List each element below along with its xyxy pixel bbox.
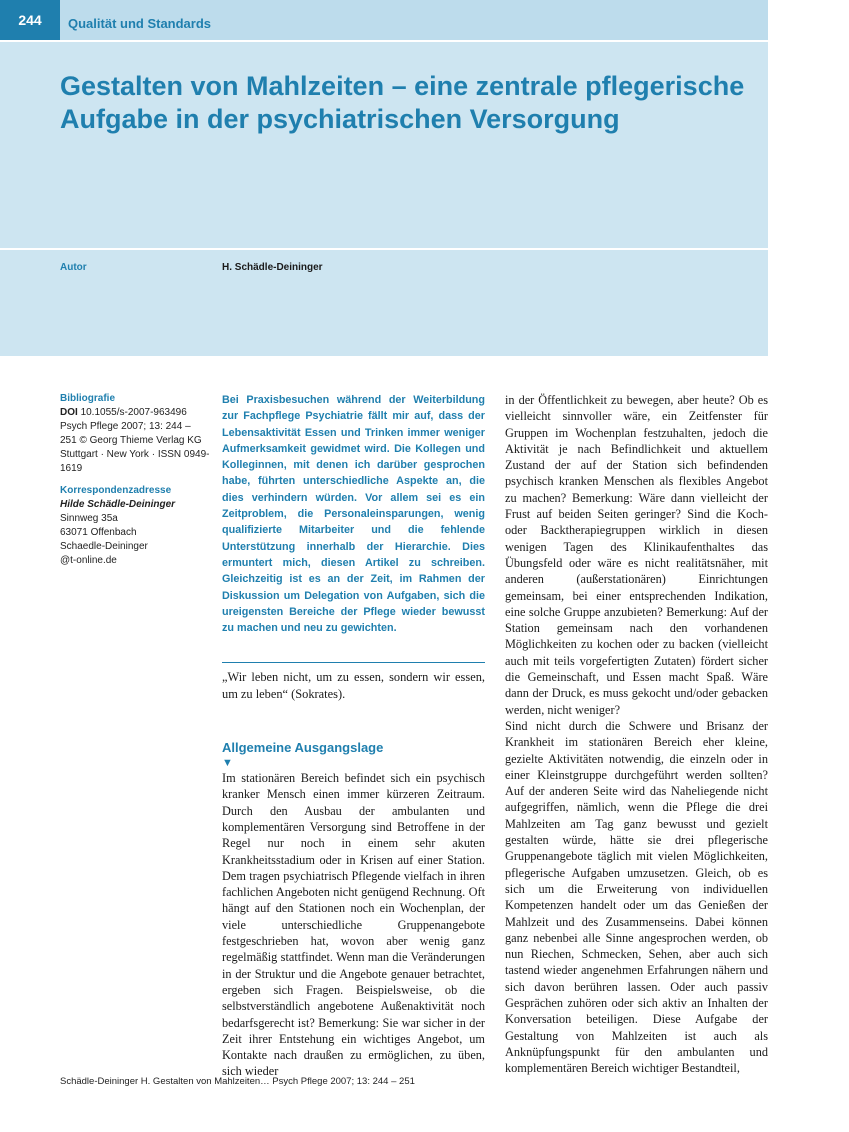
doi-line bbox=[60, 406, 210, 420]
article-title: Gestalten von Mahlzeiten – eine zentrale pflegerische Aufgabe in der psychiatrischen Versorgung bbox=[60, 71, 745, 134]
quote-rule bbox=[222, 662, 485, 663]
body-text-col1: Im stationären Bereich befindet sich ein psychisch kranker Mensch einen immer kürzeren Zeitraum. Durch den Ausbau der ambulanten und komplementären Versorgung sind Betroffene in der Regel nur noch in einem sehr akuten Krankheitsstadium oder in Krisen auf einer Station. Dem tragen psychiatrisch Pflegende vielfach in ihren fachlichen Angeboten nicht genügend Rechnung. Oft hängt auf den Stationen noch ein Wochenplan, der viele unterschiedliche Gruppenangebote festgeschrieben hat, wovon aber wenig ganz regelmäßig stattfindet. Wenn man die Veränderungen in der Struktur und die Angebote genauer betrachtet, ergeben sich Fragen. Beispielsweise, ob die selbstverständlich angebotene Außenaktivität noch bedarfsgerecht ist? Bemerkung: Sie war sicher in der Zeit ihrer Entstehung ein wichtiges Angebot, um Kontakte nach draußen zu ermöglichen, zu üben, sich wieder bbox=[222, 771, 485, 1079]
citation: Psych Pflege 2007; 13: 244 – 251 © Georg Thieme Verlag KG Stuttgart · New York · ISSN 0949-1619 bbox=[60, 421, 210, 474]
author-band bbox=[0, 250, 768, 356]
section-arrow-icon: ▼ bbox=[222, 757, 233, 770]
quote: „Wir leben nicht, um zu essen, sondern wir essen, um zu leben“ (Sokrates). bbox=[222, 670, 485, 701]
correspondence-email-user[interactable]: Schaedle-Deininger bbox=[60, 541, 148, 552]
column-left bbox=[222, 392, 485, 1080]
column-right bbox=[505, 392, 768, 1076]
section-heading: Allgemeine Ausgangslage bbox=[222, 740, 384, 756]
correspondence-street: Sinnweg 35a bbox=[60, 513, 118, 524]
page-footer: Schädle-Deininger H. Gestalten von Mahlzeiten… Psych Pflege 2007; 13: 244 – 251 bbox=[60, 1076, 415, 1087]
doi-label: DOI bbox=[60, 407, 78, 418]
author-name: H. Schädle-Deininger bbox=[222, 262, 323, 273]
correspondence-email-domain[interactable]: @t-online.de bbox=[60, 555, 117, 566]
correspondence-name: Hilde Schädle-Deininger bbox=[60, 499, 176, 510]
correspondence-city: 63071 Offenbach bbox=[60, 527, 137, 538]
section-label: Qualität und Standards bbox=[68, 16, 212, 31]
abstract: Bei Praxisbesuchen während der Weiterbildung zur Fachpflege Psychiatrie fällt mir auf, dass der Lebensaktivität Essen und Trinken immer weniger Aufmerksamkeit gewidmet wird. Die Kollegen und Kolleginnen, mit denen ich darüber gesprochen habe, führten unterschiedliche Aspekte an, die dies verhindern würden. Vor allem sei es ein Zeitproblem, die Personaleinsparungen, wenig qualifizierte Mitarbeiter und die fehlende Unterstützung innerhalb der Hierarchie. Dies ermuntert mich, diesen Artikel zu schreiben. Gleichzeitig ist es an der Zeit, im Rahmen der Diskussion um Delegation von Aufgaben, sich die ureigensten Bereiche der Pflege wieder bewusst zu machen und neu zu gewichten. bbox=[222, 394, 485, 635]
body-text-col2: in der Öffentlichkeit zu bewegen, aber heute? Ob es vielleicht sinnvoller wäre, ein Zeitfenster für Gruppen im Wochenplan festzuhalten, jedoch die Aktivität je nach Befindlichkeit und aktuellem Zustand der auf der Station sich befindenden psychisch kranken Menschen als flexibles Angebot zu machen? Bemerkung: Wäre dann vielleicht der Frust auf beiden Seiten geringer? Sind die Koch- oder Backtherapiegruppen wirklich in diesen wenigen Tagen des Klinikaufenthaltes das Übungsfeld oder wäre es nicht realitätsnäher, mit anderen (außerstationären) Einrichtungen gemeinsam, bei einer entsprechenden Indikation, eine solche Gruppe anzubieten? Bemerkung: Auf der Station gemeinsam nach den vorhandenen Möglichkeiten zu kochen oder zu backen (vielleicht auch mit teils vorgefertigten Zutaten) fördert sicher die Gemeinschaft, und Essen macht Spaß. Wäre dann der Druck, es muss gekocht und/oder gebacken werden, nicht weniger? bbox=[505, 393, 768, 717]
author-label: Autor bbox=[60, 262, 87, 273]
sidebar-metadata bbox=[60, 392, 210, 568]
page-number: 244 bbox=[0, 0, 60, 40]
bibliography-heading: Bibliografie bbox=[60, 393, 116, 404]
correspondence-heading: Korrespondenzadresse bbox=[60, 485, 172, 496]
doi-value[interactable]: 10.1055/s-2007-963496 bbox=[80, 407, 187, 418]
body-text-col2-paragraph: Sind nicht durch die Schwere und Brisanz der Krankheit im stationären Bereich eher kleine, gezielte Aktivitäten notwendig, die einzeln oder in einer Kleinstgruppe durchgeführt werden sollten? Auf der anderen Seite wird das Naheliegende nicht aufgegriffen, nämlich, wenn die Pflege die drei Mahlzeiten am Tag ganz bewusst und gezielt gestalten würde, hätte sie drei pflegerische Gruppenangebote täglich mit vielen Möglichkeiten, pflegerische Aufgaben umzusetzen. Gleich, ob es sich um die Erweiterung von individuellen Kompetenzen handelt oder um das Genießen der Mahlzeit und des Zusammenseins. Dabei können ganz nebenbei alle Sinne angesprochen werden, ob nun Riechen, Schmecken, Sehen, aber auch sich tastend wieder angenehmen Erfahrungen nähern und sich davon berühren lassen. Oder auch passiv Gesprächen zuhören oder sich aktiv an Inhalten der Konversation beteiligen. Diese Aufgabe der Gestaltung von Mahlzeiten ist auch als Anknüpfungspunkt für den ambulanten und komplementären Bereich wichtiger Bestandteil, bbox=[505, 718, 768, 1076]
